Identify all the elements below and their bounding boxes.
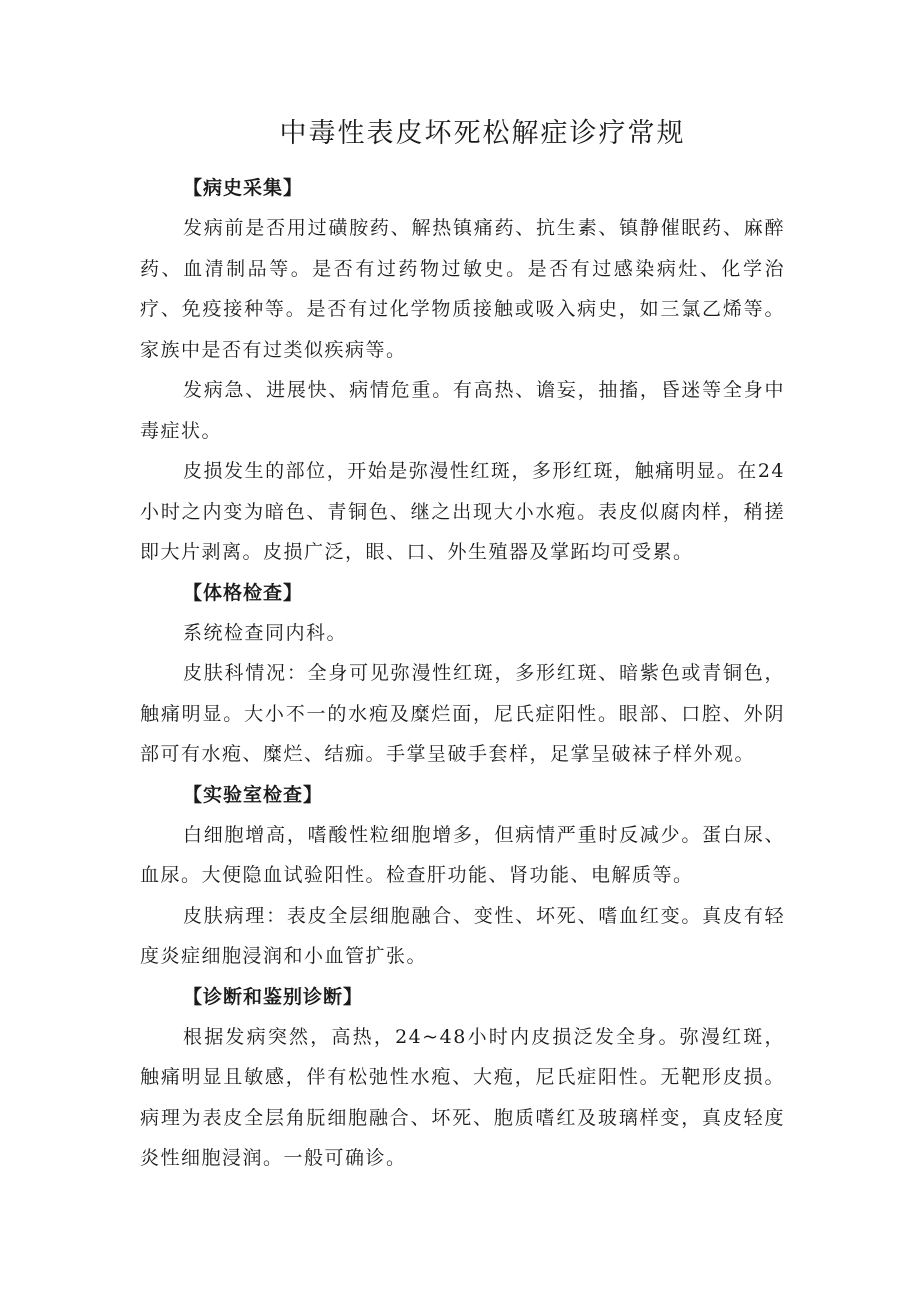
section-heading: 【实验室检查】 <box>183 783 324 806</box>
paragraph: 发病前是否用过磺胺药、解热镇痛药、抗生素、镇静催眠药、麻醉药、血清制品等。是否有过药物过敏史。是否有过感染病灶、化学治疗、免疫接种等。是否有过化学物质接触或吸入病史，如三氯乙烯等。家族中是否有过类似疾病等。 <box>140 217 785 361</box>
section-history <box>140 168 785 573</box>
paragraph: 皮损发生的部位，开始是弥漫性红斑，多形红斑，触痛明显。在24小时之内变为暗色、青铜色、继之出现大小水疱。表皮似腐肉样，稍搓即大片剥离。皮损广泛，眼、口、外生殖器及掌跖均可受累。 <box>140 460 785 563</box>
document-page <box>140 112 785 1179</box>
paragraph: 系统检查同内科。 <box>183 621 348 644</box>
paragraph: 发病急、进展快、病情危重。有高热、谵妄，抽搐，昏迷等全身中毒症状。 <box>140 379 785 442</box>
section-heading: 【体格检查】 <box>183 581 304 604</box>
paragraph: 根据发病突然，高热，24~48小时内皮损泛发全身。弥漫红斑，触痛明显且敏感，伴有松弛性水疱、大疱，尼氏症阳性。无靶形皮损。病理为表皮全层角朊细胞融合、坏死、胞质嗜红及玻璃样变，真皮轻度炎性细胞浸润。一般可确诊。 <box>140 1025 785 1169</box>
paragraph: 皮肤病理：表皮全层细胞融合、变性、坏死、嗜血红变。真皮有轻度炎症细胞浸润和小血管扩张。 <box>140 904 785 967</box>
paragraph: 白细胞增高，嗜酸性粒细胞增多，但病情严重时反减少。蛋白尿、血尿。大便隐血试验阳性。检查肝功能、肾功能、电解质等。 <box>140 823 785 886</box>
section-heading: 【病史采集】 <box>183 177 304 199</box>
paragraph: 皮肤科情况：全身可见弥漫性红斑，多形红斑、暗紫色或青铜色，触痛明显。大小不一的水疱及糜烂面，尼氏症阳性。眼部、口腔、外阴部可有水疱、糜烂、结痂。手掌呈破手套样，足掌呈破袜子样外观。 <box>140 662 785 765</box>
document-title: 中毒性表皮坏死松解症诊疗常规 <box>279 118 686 149</box>
section-physical-exam <box>140 573 785 775</box>
section-heading: 【诊断和鉴别诊断】 <box>183 985 364 1008</box>
section-lab-exam <box>140 775 785 977</box>
section-diagnosis <box>140 977 785 1179</box>
